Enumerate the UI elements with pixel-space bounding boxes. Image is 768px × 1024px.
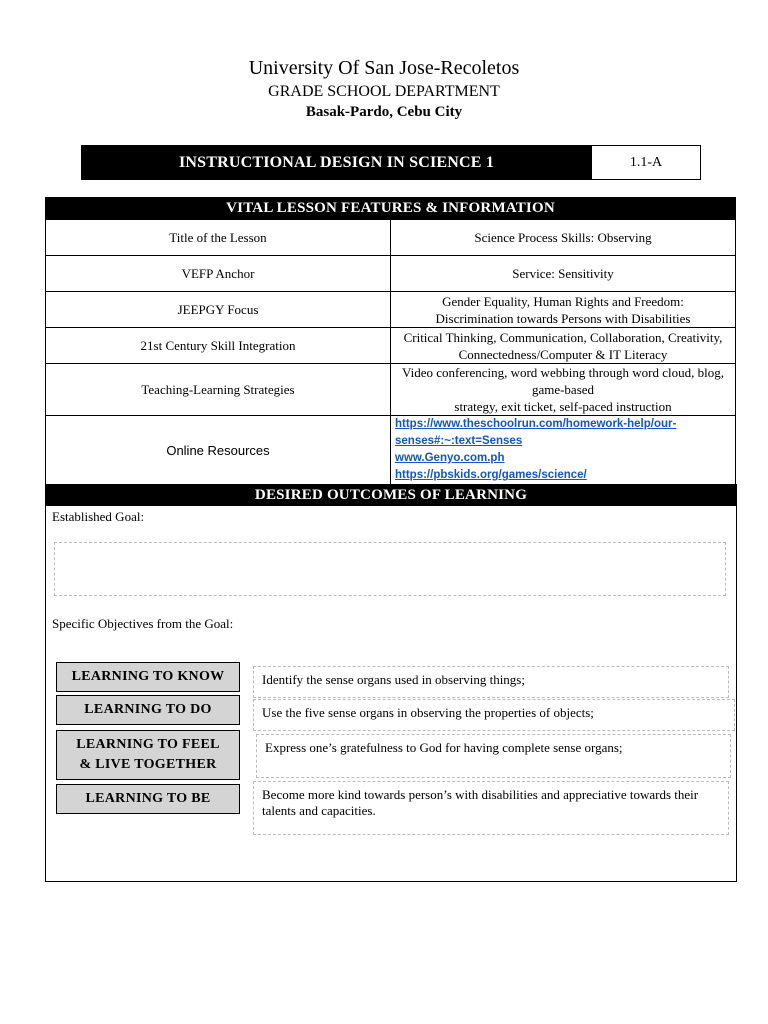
table-row xyxy=(46,292,736,328)
outcomes-heading: DESIRED OUTCOMES OF LEARNING xyxy=(46,485,736,506)
learning-to-be-label: LEARNING TO BE xyxy=(56,784,240,814)
table-row xyxy=(46,416,736,485)
learning-to-do-label: LEARNING TO DO xyxy=(56,695,240,725)
value-line: Connectedness/Computer & IT Literacy xyxy=(458,346,668,362)
table-row xyxy=(46,328,736,364)
resource-link[interactable]: https://www.theschoolrun.com/homework-help/our-senses#:~:text=Senses xyxy=(395,418,677,447)
value-line: Video conferencing, word webbing through word cloud, blog, game-based xyxy=(402,365,724,397)
design-title: INSTRUCTIONAL DESIGN IN SCIENCE 1 xyxy=(82,146,591,179)
value-line: Gender Equality, Human Rights and Freedom: xyxy=(442,293,684,309)
learning-to-feel-label xyxy=(56,730,240,780)
row-label: Teaching-Learning Strategies xyxy=(46,364,391,416)
online-resource-links xyxy=(391,416,736,485)
established-goal-label: Established Goal: xyxy=(52,509,145,524)
desired-outcomes-section xyxy=(45,484,737,882)
value-line: Discrimination towards Persons with Disabilities xyxy=(435,310,691,326)
objective-feel: Express one’s gratefulness to God for having complete sense organs; xyxy=(256,734,731,778)
row-label: JEEPGY Focus xyxy=(46,292,391,328)
row-label: 21st Century Skill Integration xyxy=(46,328,391,364)
row-value xyxy=(391,292,736,328)
department-name: GRADE SCHOOL DEPARTMENT xyxy=(268,83,500,100)
learning-to-know-label: LEARNING TO KNOW xyxy=(56,662,240,692)
row-label: Online Resources xyxy=(46,416,391,485)
resource-link[interactable]: https://pbskids.org/games/science/ xyxy=(395,469,587,481)
objective-be: Become more kind towards person’s with disabilities and appreciative towards their talents and capacities. xyxy=(253,781,729,835)
specific-objectives-label: Specific Objectives from the Goal: xyxy=(52,616,234,631)
row-label: Title of the Lesson xyxy=(46,220,391,256)
vital-lesson-table xyxy=(45,197,736,485)
row-value xyxy=(391,364,736,416)
row-label: VEFP Anchor xyxy=(46,256,391,292)
university-name: University Of San Jose-Recoletos xyxy=(248,57,520,79)
value-line: Critical Thinking, Communication, Collaboration, Creativity, xyxy=(403,329,723,345)
row-value: Service: Sensitivity xyxy=(391,256,736,292)
objective-know: Identify the sense organs used in observing things; xyxy=(253,666,729,698)
pillar-line: & LIVE TOGETHER xyxy=(79,757,217,772)
resource-link[interactable]: www.Genyo.com.ph xyxy=(395,452,505,464)
vital-table-heading: VITAL LESSON FEATURES & INFORMATION xyxy=(46,198,736,220)
objective-do: Use the five sense organs in observing the properties of objects; xyxy=(253,699,735,731)
established-goal-field[interactable] xyxy=(54,542,726,596)
design-code: 1.1-A xyxy=(591,146,700,179)
table-row xyxy=(46,220,736,256)
table-row xyxy=(46,364,736,416)
row-value xyxy=(391,328,736,364)
value-line: strategy, exit ticket, self-paced instruction xyxy=(454,399,672,414)
pillar-line: LEARNING TO FEEL xyxy=(76,737,220,752)
table-row xyxy=(46,256,736,292)
row-value: Science Process Skills: Observing xyxy=(391,220,736,256)
address: Basak-Pardo, Cebu City xyxy=(305,104,463,120)
instructional-design-bar xyxy=(81,145,701,180)
